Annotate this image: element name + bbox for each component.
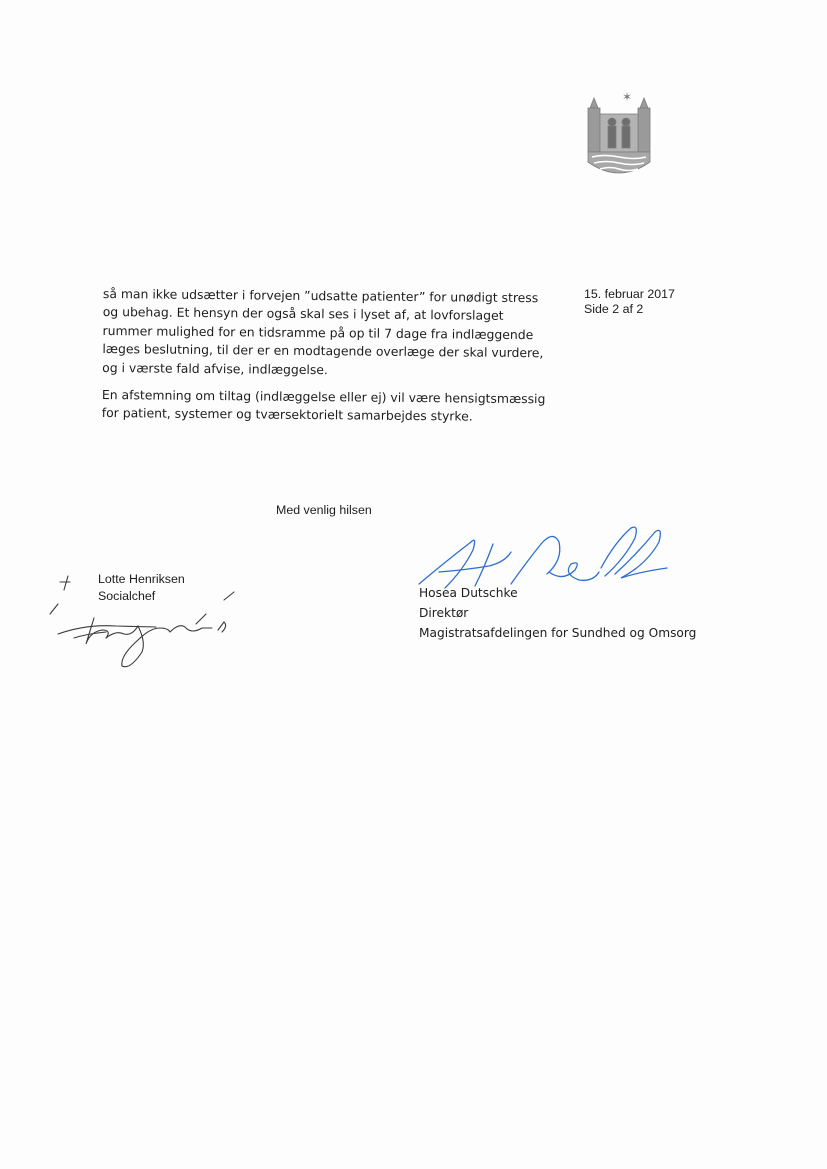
signatory-left-name: Lotte Henriksen xyxy=(98,572,185,586)
letter-date: 15. februar 2017 xyxy=(584,287,675,301)
closing-greeting: Med venlig hilsen xyxy=(276,503,372,517)
svg-text:✶: ✶ xyxy=(622,90,633,104)
signatory-right-department: Magistratsafdelingen for Sundhed og Omsorg xyxy=(419,626,697,640)
letter-body xyxy=(102,285,551,436)
paragraph-1: så man ikke udsætter i forvejen ”udsatte patienter” for unødigt stress og ubehag. Et hensyn der også skal ses i lyset af, at lovforslaget rummer mulighed for en tidsramme på op til 7 dage fra indlæggende læges beslutning, til der er en modtagende overlæge der skal vurdere, og i værste fald afvise, indlæggelse. xyxy=(102,285,544,377)
signatory-left xyxy=(98,571,185,605)
signatory-right-title: Direktør xyxy=(419,606,469,620)
page-number: Side 2 af 2 xyxy=(584,302,644,317)
coat-of-arms-icon xyxy=(584,88,654,180)
signatory-right xyxy=(419,583,696,643)
letter-meta xyxy=(584,287,675,318)
signatory-right-name: Hosea Dutschke xyxy=(419,586,518,600)
paragraph-2: En afstemning om tiltag (indlæggelse eller ej) vil være hensigtsmæssig for patient, systemer og tværsektorielt samarbejdes styrke. xyxy=(101,387,546,424)
signatory-left-title: Socialchef xyxy=(98,589,156,603)
